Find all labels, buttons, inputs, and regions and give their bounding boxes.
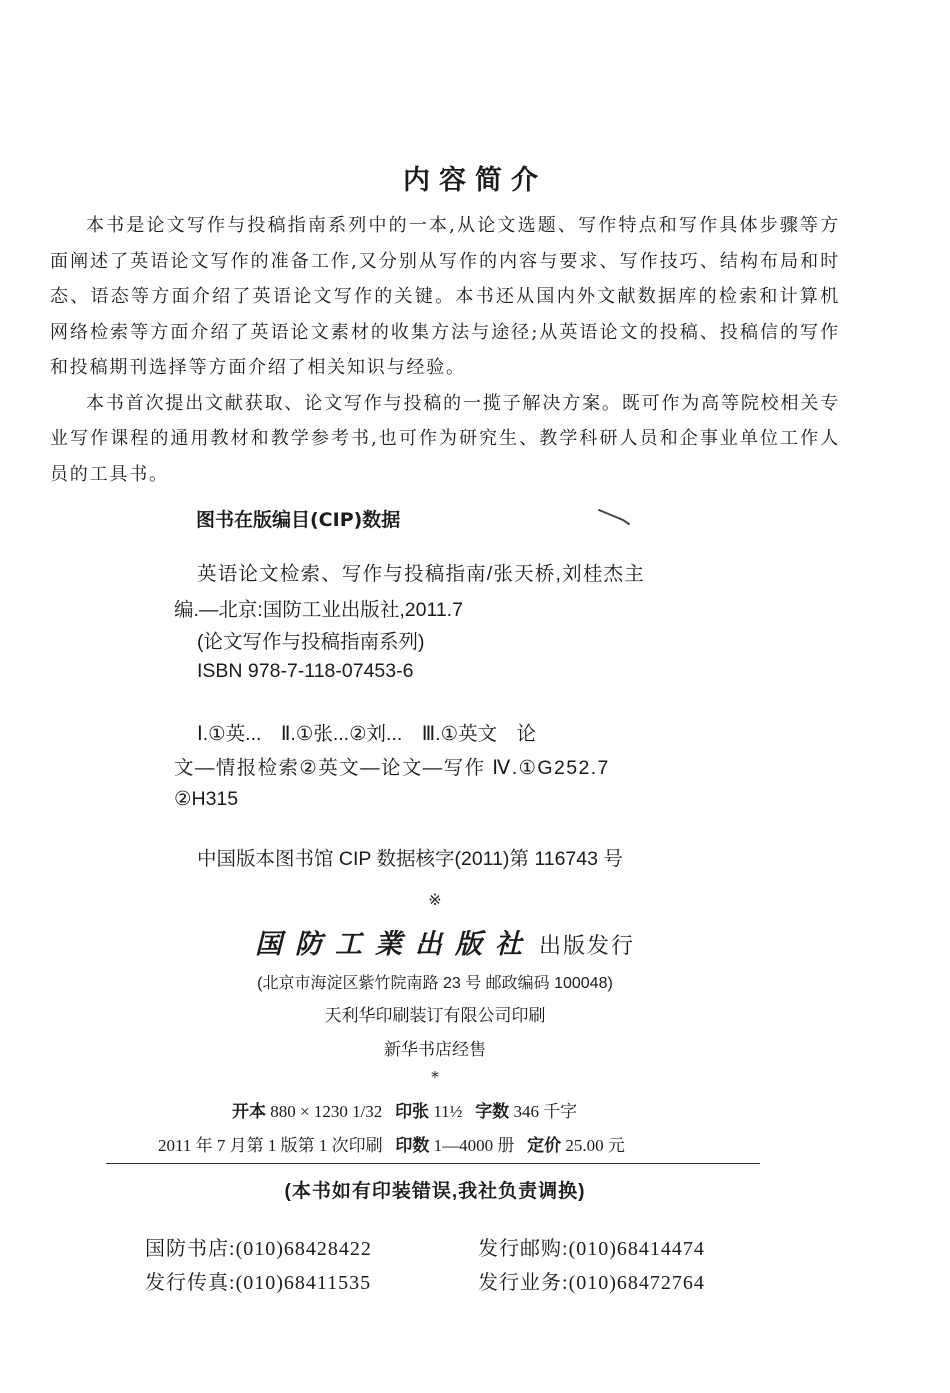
contact-phone: (010)68411535 [235, 1272, 372, 1294]
pen-mark-icon [597, 506, 631, 526]
format-label: 开本 [232, 1102, 266, 1121]
edition-line [158, 1131, 625, 1156]
price-value: 25.00 元 [565, 1136, 625, 1155]
divider-mark: ※ [428, 890, 442, 909]
contact-phone: (010)68472764 [568, 1272, 705, 1294]
printer-line: 天利华印刷装订有限公司印刷 [324, 1006, 546, 1025]
contact-label: 发行邮购: [478, 1238, 569, 1260]
intro-paragraph: 本书首次提出文献获取、论文写作与投稿的一揽子解决方案。既可作为高等院校相关专业写作课程的通用教材和教学参考书,也可作为研究生、教学科研人员和企事业单位工作人员的工具书。 [50, 392, 840, 485]
format-value: 880 × 1230 1/32 [270, 1102, 383, 1121]
divider-mark: * [431, 1068, 439, 1086]
contact-bookstore [145, 1232, 372, 1261]
publisher-suffix: 出版发行 [539, 933, 636, 958]
publisher-line [255, 922, 635, 961]
contact-label: 发行业务: [478, 1272, 569, 1294]
contact-business [478, 1266, 705, 1295]
sheets-label: 印张 [395, 1102, 430, 1121]
seller-line: 新华书店经售 [384, 1040, 486, 1059]
print-run-value: 1—4000 册 [433, 1136, 515, 1155]
cip-isbn: ISBN 978-7-118-07453-6 [197, 660, 414, 682]
price-label: 定价 [527, 1136, 562, 1155]
cip-line: ②H315 [174, 788, 239, 810]
sheets-value: 11½ [433, 1102, 463, 1121]
contact-label: 国防书店: [145, 1238, 236, 1260]
edition-text: 2011 年 7 月第 1 版第 1 次印刷 [158, 1136, 383, 1155]
divider-rule [106, 1163, 760, 1164]
cip-line: 编.—北京:国防工业出版社,2011.7 [174, 599, 463, 621]
words-value: 346 千字 [513, 1102, 578, 1121]
cip-line: 英语论文检索、写作与投稿指南/张天桥,刘桂杰主 [197, 563, 645, 585]
intro-body [50, 208, 840, 492]
cip-line: Ⅰ.①英... Ⅱ.①张...②刘... Ⅲ.①英文 论 [197, 723, 536, 745]
cip-heading: 图书在版编目(CIP)数据 [196, 509, 401, 531]
contact-fax [145, 1266, 371, 1295]
publisher-address: (北京市海淀区紫竹院南路 23 号 邮政编码 100048) [257, 975, 613, 992]
misprint-notice: (本书如有印装错误,我社负责调换) [284, 1181, 586, 1202]
book-spec-line [232, 1097, 577, 1122]
contact-phone: (010)68428422 [235, 1238, 372, 1260]
contact-mail-order [478, 1232, 705, 1261]
contact-phone: (010)68414474 [568, 1238, 705, 1260]
page-title: 内容简介 [403, 165, 547, 196]
publisher-name: 国防工業出版社 [255, 929, 535, 960]
intro-paragraph: 本书是论文写作与投稿指南系列中的一本,从论文选题、写作特点和写作具体步骤等方面阐述了英语论文写作的准备工作,又分别从写作的内容与要求、写作技巧、结构布局和时态、语态等方面介绍了英语论文写作的关键。本书还从国内外文献数据库的检索和计算机网络检索等方面介绍了英语论文素材的收集方法与途径;从英语论文的投稿、投稿信的写作和投稿期刊选择等方面介绍了相关知识与经验。 [50, 215, 840, 378]
cip-verification: 中国版本图书馆 CIP 数据核字(2011)第 116743 号 [197, 848, 623, 870]
cip-line: (论文写作与投稿指南系列) [197, 631, 425, 653]
print-run-label: 印数 [395, 1136, 430, 1155]
cip-line: 文—情报检索②英文—论文—写作 Ⅳ.①G252.7 [174, 757, 610, 779]
words-label: 字数 [475, 1102, 510, 1121]
contact-label: 发行传真: [145, 1272, 236, 1294]
